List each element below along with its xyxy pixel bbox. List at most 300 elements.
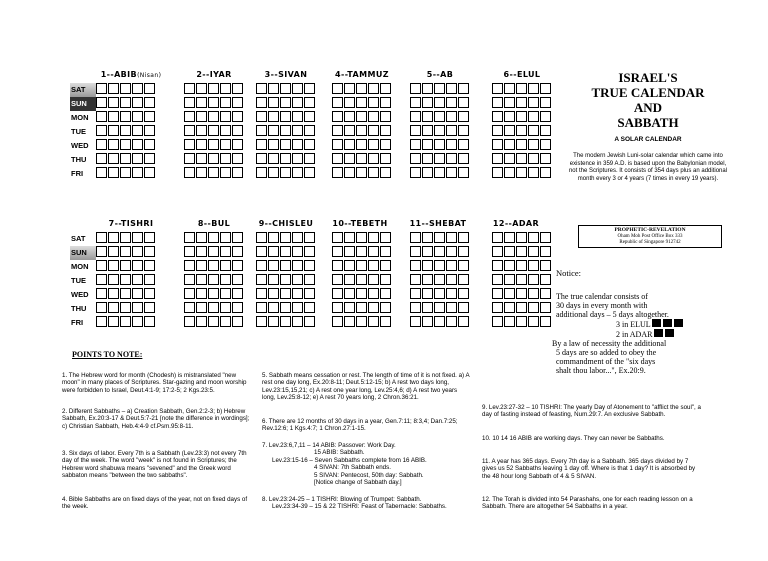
calendar-week-row [96, 316, 155, 328]
calendar-cell [422, 232, 433, 243]
calendar-cell [344, 288, 355, 299]
calendar-cell [492, 153, 503, 164]
calendar-week-row [184, 125, 243, 137]
calendar-cell [256, 246, 267, 257]
calendar-cell [268, 139, 279, 150]
calendar-cell [504, 260, 515, 271]
calendar-cell [256, 316, 267, 327]
calendar-week-row [410, 167, 469, 179]
calendar-week-row [332, 260, 391, 272]
calendar-cell [144, 246, 155, 257]
publisher-name: PROPHETIC-REVELATION [614, 227, 686, 233]
calendar-cell [96, 167, 107, 178]
day-label-mon: MON [71, 262, 89, 271]
calendar-cell [220, 97, 231, 108]
calendar-week-row [96, 260, 155, 272]
title-line: TRUE CALENDAR [591, 85, 705, 100]
calendar-cell [132, 167, 143, 178]
calendar-cell [268, 246, 279, 257]
calendar-cell [380, 167, 391, 178]
calendar-week-row [332, 246, 391, 258]
calendar-cell [292, 125, 303, 136]
point-10: 10. 10 14 16 ABIB are working days. They can never be Sabbaths. [482, 435, 665, 442]
calendar-cell [120, 167, 131, 178]
calendar-cell [434, 288, 445, 299]
calendar-cell [422, 97, 433, 108]
point-7-line: 7. Lev.23:6,7,11 – 14 ABIB: Passover: Work Day. [262, 442, 396, 449]
calendar-week-row [256, 111, 315, 123]
calendar-cell [268, 302, 279, 313]
calendar-cell [516, 316, 527, 327]
point-7-line: Lev.23:15-16 – Seven Sabbaths complete from 16 ABIB. [272, 456, 427, 464]
calendar-cell [96, 302, 107, 313]
calendar-cell [380, 153, 391, 164]
calendar-cell [446, 139, 457, 150]
calendar-cell [208, 139, 219, 150]
calendar-cell [120, 83, 131, 94]
calendar-cell [232, 111, 243, 122]
calendar-cell [434, 153, 445, 164]
calendar-cell [304, 139, 315, 150]
calendar-week-row [492, 274, 551, 286]
calendar-week-row [184, 274, 243, 286]
calendar-week-row [256, 139, 315, 151]
calendar-cell [208, 153, 219, 164]
calendar-week-row [410, 288, 469, 300]
calendar-cell [196, 97, 207, 108]
calendar-week-row [256, 288, 315, 300]
calendar-cell [516, 153, 527, 164]
calendar-week-row [332, 153, 391, 165]
calendar-cell [304, 260, 315, 271]
calendar-cell [184, 97, 195, 108]
calendar-cell [356, 288, 367, 299]
publisher-box [578, 225, 722, 248]
calendar-cell [422, 260, 433, 271]
calendar-cell [292, 274, 303, 285]
calendar-week-row [410, 302, 469, 314]
calendar-cell [434, 246, 445, 257]
calendar-week-row [256, 316, 315, 328]
calendar-cell [458, 316, 469, 327]
calendar-cell [504, 288, 515, 299]
calendar-cell [368, 167, 379, 178]
notice-line: 2 in ADAR [616, 330, 653, 339]
calendar-cell [232, 139, 243, 150]
calendar-cell [96, 139, 107, 150]
day-label-tue: TUE [71, 127, 86, 136]
point-8-line: Lev.23:34-39 – 15 & 22 TISHRI: Feast of Tabernacle: Sabbaths. [272, 503, 447, 511]
calendar-cell [422, 153, 433, 164]
calendar-cell [132, 274, 143, 285]
calendar-cell [422, 167, 433, 178]
calendar-cell [434, 83, 445, 94]
calendar-cell [256, 111, 267, 122]
calendar-cell [380, 246, 391, 257]
calendar-cell [540, 246, 551, 257]
calendar-cell [368, 111, 379, 122]
calendar-cell [304, 153, 315, 164]
calendar-cell [368, 83, 379, 94]
calendar-cell [422, 302, 433, 313]
calendar-cell [422, 316, 433, 327]
calendar-week-row [410, 274, 469, 286]
calendar-week-row [184, 97, 243, 109]
calendar-cell [208, 167, 219, 178]
calendar-cell [268, 97, 279, 108]
calendar-cell [516, 260, 527, 271]
calendar-week-row [96, 97, 155, 109]
calendar-week-row [184, 167, 243, 179]
calendar-week-row [96, 246, 155, 258]
title-line: ISRAEL'S [618, 70, 678, 85]
calendar-cell [458, 83, 469, 94]
calendar-cell [516, 167, 527, 178]
calendar-week-row [410, 125, 469, 137]
calendar-cell [344, 167, 355, 178]
calendar-cell [144, 316, 155, 327]
calendar-cell [504, 83, 515, 94]
calendar-cell [280, 167, 291, 178]
calendar-cell [356, 125, 367, 136]
calendar-cell [196, 302, 207, 313]
calendar-week-row [184, 153, 243, 165]
calendar-cell [196, 232, 207, 243]
calendar-week-row [184, 83, 243, 95]
calendar-cell [516, 288, 527, 299]
calendar-cell [492, 97, 503, 108]
calendar-cell [380, 288, 391, 299]
calendar-cell [208, 111, 219, 122]
calendar-cell [504, 111, 515, 122]
calendar-cell [332, 246, 343, 257]
title-line: SABBATH [617, 115, 679, 130]
calendar-cell [458, 167, 469, 178]
calendar-cell [368, 260, 379, 271]
calendar-cell [144, 274, 155, 285]
month-title: 4--TAMMUZ [335, 70, 389, 79]
calendar-cell [208, 83, 219, 94]
calendar-week-row [332, 316, 391, 328]
calendar-cell [434, 97, 445, 108]
calendar-cell [458, 232, 469, 243]
point-4: 4. Bible Sabbaths are on fixed days of the year, not on fixed days of the week. [62, 496, 248, 511]
calendar-cell [540, 167, 551, 178]
calendar-cell [208, 246, 219, 257]
calendar-cell [96, 316, 107, 327]
calendar-cell [492, 260, 503, 271]
calendar-cell [292, 167, 303, 178]
calendar-cell [344, 302, 355, 313]
calendar-cell [504, 316, 515, 327]
calendar-cell [410, 274, 421, 285]
calendar-cell [492, 139, 503, 150]
calendar-cell [528, 232, 539, 243]
calendar-cell [268, 125, 279, 136]
calendar-cell [492, 232, 503, 243]
notice-text [552, 292, 736, 375]
calendar-cell [96, 125, 107, 136]
calendar-cell [492, 302, 503, 313]
calendar-week-row [332, 97, 391, 109]
calendar-cell [380, 274, 391, 285]
calendar-cell [220, 288, 231, 299]
calendar-cell [220, 316, 231, 327]
calendar-cell [410, 167, 421, 178]
calendar-cell [292, 232, 303, 243]
point-2: 2. Different Sabbaths – a) Creation Sabbath, Gen.2:2-3; b) Hebrew Sabbath, Ex.20:3-17 & Deut.5:7-21 [note the difference in wordings]; c) Christian Sabbath, Heb.4:4-9 cf.Psm.95:8-11. [62, 408, 250, 430]
calendar-cell [356, 139, 367, 150]
calendar-week-row [256, 302, 315, 314]
calendar-cell [368, 97, 379, 108]
calendar-cell [256, 139, 267, 150]
calendar-cell [232, 260, 243, 271]
day-label-sun: SUN [70, 246, 96, 260]
calendar-cell [344, 111, 355, 122]
calendar-cell [292, 302, 303, 313]
calendar-cell [232, 153, 243, 164]
calendar-cell [380, 302, 391, 313]
calendar-cell [132, 97, 143, 108]
calendar-cell [280, 83, 291, 94]
calendar-cell [132, 139, 143, 150]
calendar-cell [304, 302, 315, 313]
calendar-week-row [184, 246, 243, 258]
point-11: 11. A year has 365 days. Every 7th day is a Sabbath. 365 days divided by 7 gives us 52 Sabbaths leaving 1 day off. Where is that 1 day? It is absorbed by the 48 hour long Sabbath of 4 & 5 SIVAN. [482, 458, 696, 480]
calendar-cell [434, 302, 445, 313]
month-title: 5--AB [426, 70, 454, 79]
calendar-cell [184, 111, 195, 122]
calendar-cell [196, 139, 207, 150]
calendar-cell [380, 97, 391, 108]
calendar-cell [458, 246, 469, 257]
calendar-cell [132, 288, 143, 299]
calendar-week-row [332, 139, 391, 151]
calendar-cell [120, 246, 131, 257]
calendar-cell [410, 153, 421, 164]
calendar-cell [96, 260, 107, 271]
point-7-line: [Notice change of Sabbath day.] [314, 479, 402, 487]
calendar-cell [280, 139, 291, 150]
calendar-cell [458, 97, 469, 108]
calendar-cell [458, 111, 469, 122]
calendar-cell [458, 260, 469, 271]
calendar-cell [132, 125, 143, 136]
calendar-cell [380, 260, 391, 271]
day-label-sat: SAT [71, 234, 86, 243]
calendar-cell [220, 167, 231, 178]
calendar-week-row [332, 302, 391, 314]
calendar-week-row [492, 153, 551, 165]
calendar-cell [540, 316, 551, 327]
calendar-cell [368, 302, 379, 313]
calendar-cell [96, 288, 107, 299]
calendar-cell [220, 246, 231, 257]
calendar-subtitle: A SOLAR CALENDAR [614, 136, 682, 143]
calendar-cell [280, 274, 291, 285]
calendar-cell [132, 260, 143, 271]
point-9: 9. Lev.23:27-32 – 10 TISHRI: The yearly Day of Atonement to "afflict the soul", a day of fasting instead of feasting, Num.29:7. An exclusive Sabbath. [482, 404, 701, 419]
day-label-mon: MON [71, 113, 89, 122]
calendar-cell [268, 153, 279, 164]
calendar-cell [144, 288, 155, 299]
calendar-cell [280, 288, 291, 299]
calendar-cell [332, 97, 343, 108]
calendar-cell [446, 125, 457, 136]
calendar-cell [132, 316, 143, 327]
calendar-cell [458, 302, 469, 313]
calendar-cell [232, 83, 243, 94]
calendar-week-row [332, 288, 391, 300]
calendar-cell [196, 111, 207, 122]
calendar-cell [108, 83, 119, 94]
day-label-fri: FRI [71, 318, 84, 327]
calendar-week-row [96, 139, 155, 151]
calendar-cell [220, 83, 231, 94]
calendar-cell [184, 232, 195, 243]
calendar-cell [458, 274, 469, 285]
calendar-week-row [184, 302, 243, 314]
calendar-cell [292, 246, 303, 257]
calendar-week-row [184, 288, 243, 300]
day-labels-row2 [70, 232, 96, 330]
calendar-cell [120, 111, 131, 122]
calendar-week-row [96, 111, 155, 123]
calendar-cell [120, 302, 131, 313]
calendar-cell [184, 302, 195, 313]
calendar-cell [280, 125, 291, 136]
calendar-cell [446, 83, 457, 94]
calendar-cell [410, 288, 421, 299]
calendar-cell [96, 97, 107, 108]
calendar-cell [540, 83, 551, 94]
point-7-line: 15 ABIB: Sabbath. [314, 449, 365, 457]
calendar-cell [540, 232, 551, 243]
calendar-cell [504, 97, 515, 108]
calendar-cell [184, 246, 195, 257]
calendar-cell [196, 246, 207, 257]
calendar-cell [516, 246, 527, 257]
calendar-cell [380, 139, 391, 150]
calendar-cell [144, 153, 155, 164]
calendar-title [568, 70, 728, 130]
calendar-cell [304, 167, 315, 178]
calendar-cell [344, 153, 355, 164]
calendar-cell [356, 246, 367, 257]
calendar-cell [380, 83, 391, 94]
calendar-cell [208, 260, 219, 271]
calendar-cell [304, 316, 315, 327]
calendar-week-row [492, 83, 551, 95]
calendar-cell [184, 125, 195, 136]
calendar-cell [528, 97, 539, 108]
calendar-cell [434, 111, 445, 122]
calendar-cell [220, 274, 231, 285]
notice-line: commandment of the "six days [556, 357, 656, 366]
calendar-cell [108, 167, 119, 178]
calendar-week-row [492, 97, 551, 109]
calendar-cell [144, 167, 155, 178]
calendar-cell [528, 125, 539, 136]
calendar-cell [356, 232, 367, 243]
point-7 [262, 442, 472, 486]
calendar-cell [458, 125, 469, 136]
calendar-cell [268, 288, 279, 299]
calendar-cell [304, 246, 315, 257]
calendar-cell [96, 232, 107, 243]
calendar-cell [332, 232, 343, 243]
calendar-cell [492, 111, 503, 122]
month-title: 11--SHEBAT [409, 219, 467, 228]
calendar-week-row [184, 232, 243, 244]
calendar-cell [540, 302, 551, 313]
calendar-cell [540, 288, 551, 299]
calendar-description: The modern Jewish Luni-solar calendar which came into existence in 359 A.D. is based upon the Babylonian model, not the Scriptures. It consists of 354 days plus an additional month every 3 or 4 years (7 times in every 19 years). [568, 153, 728, 182]
calendar-cell [528, 83, 539, 94]
point-1: 1. The Hebrew word for month (Chodesh) is mistranslated "new moon" in many places of Scriptures. Star-gazing and moon worship were forbidden to Israel, Deut.4:1-9; 17:2-5; 2 Kgs.23:5. [62, 372, 247, 394]
calendar-cell [184, 260, 195, 271]
calendar-cell [292, 260, 303, 271]
calendar-cell [540, 274, 551, 285]
calendar-cell [332, 125, 343, 136]
calendar-cell [528, 274, 539, 285]
calendar-cell [120, 139, 131, 150]
calendar-cell [356, 97, 367, 108]
calendar-cell [184, 316, 195, 327]
calendar-week-row [256, 274, 315, 286]
calendar-cell [344, 232, 355, 243]
calendar-cell [144, 302, 155, 313]
calendar-week-row [256, 167, 315, 179]
calendar-cell [268, 111, 279, 122]
calendar-cell [208, 288, 219, 299]
calendar-cell [422, 246, 433, 257]
calendar-cell [344, 246, 355, 257]
calendar-cell [268, 232, 279, 243]
calendar-week-row [256, 97, 315, 109]
calendar-week-row [410, 316, 469, 328]
day-label-wed: WED [71, 290, 89, 299]
calendar-week-row [492, 139, 551, 151]
calendar-cell [516, 83, 527, 94]
calendar-cell [528, 260, 539, 271]
calendar-cell [434, 167, 445, 178]
day-label-wed: WED [71, 141, 89, 150]
point-6: 6. There are 12 months of 30 days in a year, Gen.7:11; 8:3,4; Dan.7:25; Rev.12:6; 1 Kgs.4:7; 1 Chron.27:1-15. [262, 418, 458, 433]
calendar-cell [356, 111, 367, 122]
point-12: 12. The Torah is divided into 54 Parashahs, one for each reading lesson on a Sabbath. There are altogether 54 Sabbaths in a year. [482, 496, 693, 511]
points-heading: POINTS TO NOTE: [72, 350, 143, 359]
calendar-week-row [410, 83, 469, 95]
calendar-cell [292, 153, 303, 164]
calendar-cell [108, 125, 119, 136]
month-title: 6--ELUL [503, 70, 541, 79]
calendar-cell [332, 316, 343, 327]
calendar-cell [410, 232, 421, 243]
calendar-week-row [96, 153, 155, 165]
calendar-cell [504, 153, 515, 164]
calendar-week-row [96, 167, 155, 179]
calendar-cell [220, 232, 231, 243]
calendar-cell [332, 288, 343, 299]
calendar-week-row [410, 232, 469, 244]
calendar-cell [422, 111, 433, 122]
calendar-cell [516, 125, 527, 136]
calendar-cell [184, 139, 195, 150]
calendar-cell [120, 153, 131, 164]
title-line: AND [633, 100, 663, 115]
calendar-cell [268, 316, 279, 327]
